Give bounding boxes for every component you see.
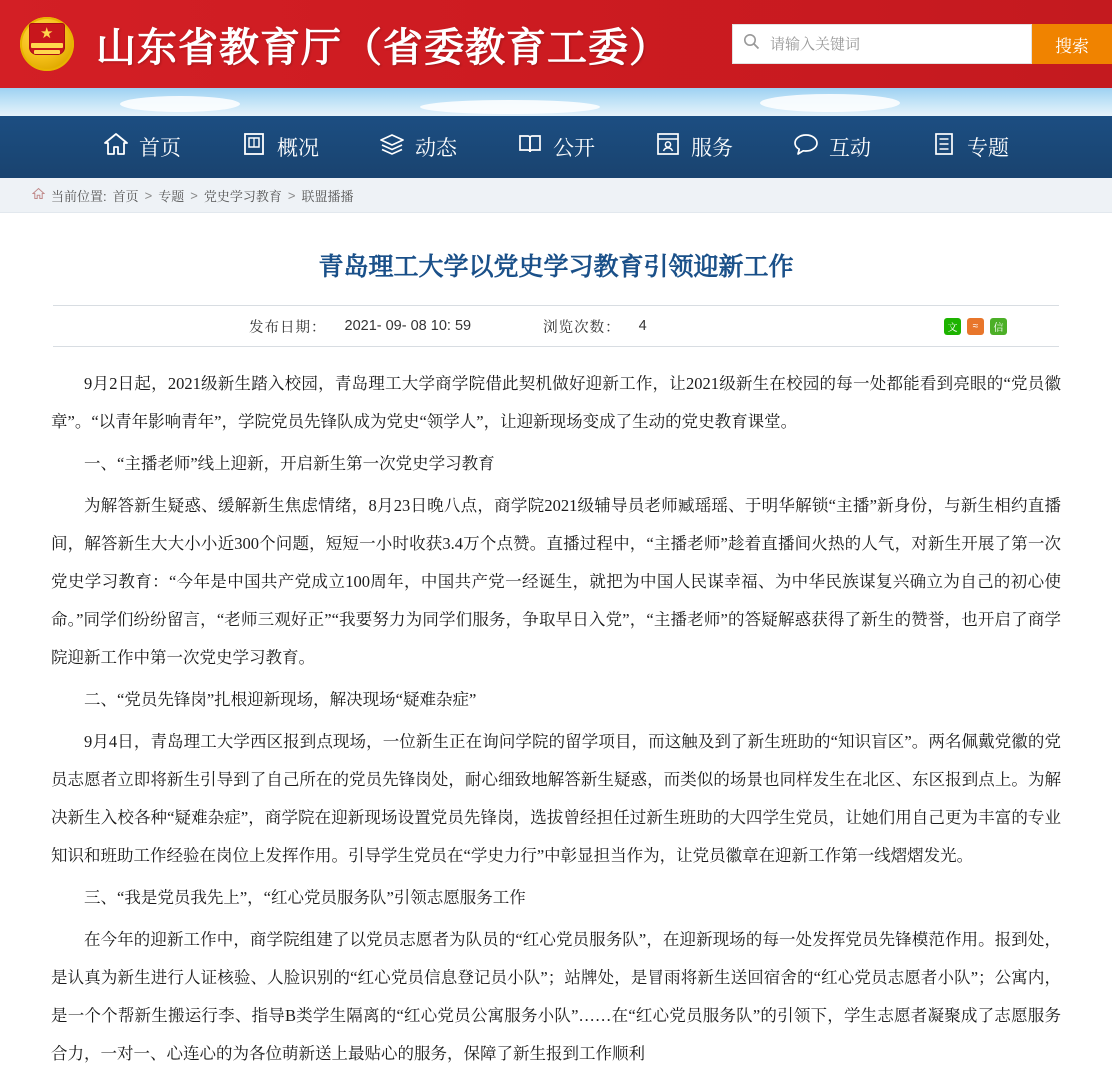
nav-item-home[interactable] — [73, 131, 211, 163]
document-icon — [931, 131, 957, 163]
layers-icon — [379, 131, 405, 163]
building-icon — [241, 131, 267, 163]
nav-label: 首页 — [139, 137, 181, 160]
nav-item-service[interactable] — [625, 131, 763, 163]
article-paragraph: 为解答新生疑惑、缓解新生焦虑情绪，8月23日晚八点，商学院2021级辅导员老师臧瑶瑶、于明华解锁“主播”新身份，与新生相约直播间，解答新生大大小小近300个问题，短短一小时收获3.4万个点赞。直播过程中，“主播老师”趁着直播间火热的人气，对新生开展了第一次党史学习教育：“今年是中国共产党成立100周年，中国共产党一经诞生，就把为中国人民谋幸福、为中华民族谋复兴确立为自己的初心使命。”同学们纷纷留言，“老师三观好正”“我要努力为同学们服务，争取早日入党”，“主播老师”的答疑解惑获得了新生的赞誉，也开启了商学院迎新工作中第一次党史学习教育。 — [51, 496, 1061, 667]
nav-item-interaction[interactable] — [763, 131, 901, 163]
main-nav — [0, 116, 1112, 178]
article-paragraph: 9月4日，青岛理工大学西区报到点现场，一位新生正在询问学院的留学项目，而这触及到了新生班助的“知识盲区”。两名佩戴党徽的党员志愿者立即将新生引导到了自己所在的党员先锋岗处，耐心细致地解答新生疑惑，而类似的场景也同样发生在北区、东区报到点上。为解决新生入校各种“疑难杂症”，商学院在迎新现场设置党员先锋岗，选拔曾经担任过新生班助的大四学生党员，让她们用自己更为丰富的专业知识和班助工作经验在岗位上发挥作用。引导学生党员在“学史力行”中彰显担当作为，让党员徽章在迎新工作第一线熠熠发光。 — [51, 732, 1061, 865]
views-label: 浏览次数： — [543, 319, 621, 336]
article-body — [47, 347, 1065, 1073]
home-icon — [103, 131, 129, 163]
search-button[interactable]: 搜索 — [1032, 24, 1112, 64]
national-emblem-icon: ★ — [16, 13, 78, 75]
search-field[interactable] — [732, 24, 1032, 64]
book-icon — [517, 131, 543, 163]
nav-item-disclosure[interactable] — [487, 131, 625, 163]
breadcrumb-item-union-broadcast[interactable]: 联盟播播 — [301, 188, 354, 204]
site-header — [0, 0, 1112, 88]
breadcrumb-separator: > — [144, 187, 153, 203]
views-value: 4 — [638, 318, 647, 334]
nav-item-overview[interactable] — [211, 131, 349, 163]
search-input[interactable] — [768, 24, 1021, 64]
publish-date-value: 2021- 09- 08 10: 59 — [344, 318, 472, 334]
nav-label: 概况 — [277, 137, 319, 160]
home-small-icon — [32, 187, 45, 203]
breadcrumb-separator: > — [287, 187, 296, 203]
breadcrumb-prefix: 当前位置: — [51, 188, 107, 204]
nav-label: 服务 — [691, 137, 733, 160]
breadcrumb-item-home[interactable]: 首页 — [112, 188, 139, 204]
nav-label: 公开 — [553, 137, 595, 160]
article-paragraph: 9月2日起，2021级新生踏入校园，青岛理工大学商学院借此契机做好迎新工作，让2021级新生在校园的每一处都能看到亮眼的“党员徽章”。“以青年影响青年”，学院党员先锋队成为党史“领学人”，让迎新现场变成了生动的党史教育课堂。 — [51, 374, 1061, 431]
article-paragraph: 在今年的迎新工作中，商学院组建了以党员志愿者为队员的“红心党员服务队”，在迎新现场的每一处发挥党员先锋模范作用。报到处，是认真为新生进行人证核验、人脸识别的“红心党员信息登记员小队”；站牌处，是冒雨将新生送回宿舍的“红心党员志愿者小队”；公寓内，是一个个帮新生搬运行李、指导B类学生隔离的“红心党员公寓服务小队”……在“红心党员服务队”的引领下，学生志愿者凝聚成了志愿服务合力，一对一、心连心的为各位萌新送上最贴心的服务，保障了新生报到工作顺利 — [51, 930, 1061, 1063]
nav-label: 互动 — [829, 137, 871, 160]
share-wechat-icon[interactable]: 信 — [990, 318, 1007, 335]
breadcrumb-item-party-history[interactable]: 党史学习教育 — [203, 188, 282, 204]
share-weibo-icon[interactable]: 文 — [944, 318, 961, 335]
site-title: 山东省教育厅（省委教育工委） — [96, 24, 670, 70]
share-bar — [944, 318, 1007, 335]
chat-icon — [793, 131, 819, 163]
sky-banner — [0, 88, 1112, 116]
nav-label: 动态 — [415, 137, 457, 160]
article-meta — [53, 305, 1059, 347]
search-icon — [743, 33, 760, 55]
breadcrumb — [0, 178, 1112, 213]
breadcrumb-separator: > — [190, 187, 198, 203]
nav-item-news[interactable] — [349, 131, 487, 163]
share-rss-icon[interactable]: ≈ — [967, 318, 984, 335]
nav-item-topics[interactable] — [901, 131, 1039, 163]
breadcrumb-item-topics[interactable]: 专题 — [158, 188, 185, 204]
article-paragraph: 二、“党员先锋岗”扎根迎新现场，解决现场“疑难杂症” — [84, 690, 477, 709]
nav-label: 专题 — [967, 137, 1009, 160]
publish-date-label: 发布日期： — [249, 319, 327, 336]
window-user-icon — [655, 131, 681, 163]
article-container — [47, 213, 1065, 1073]
article-paragraph: 一、“主播老师”线上迎新，开启新生第一次党史学习教育 — [84, 454, 495, 473]
article-title: 青岛理工大学以党史学习教育引领迎新工作 — [318, 254, 794, 281]
search-box[interactable] — [732, 24, 1112, 64]
article-paragraph: 三、“我是党员我先上”，“红心党员服务队”引领志愿服务工作 — [84, 888, 526, 907]
